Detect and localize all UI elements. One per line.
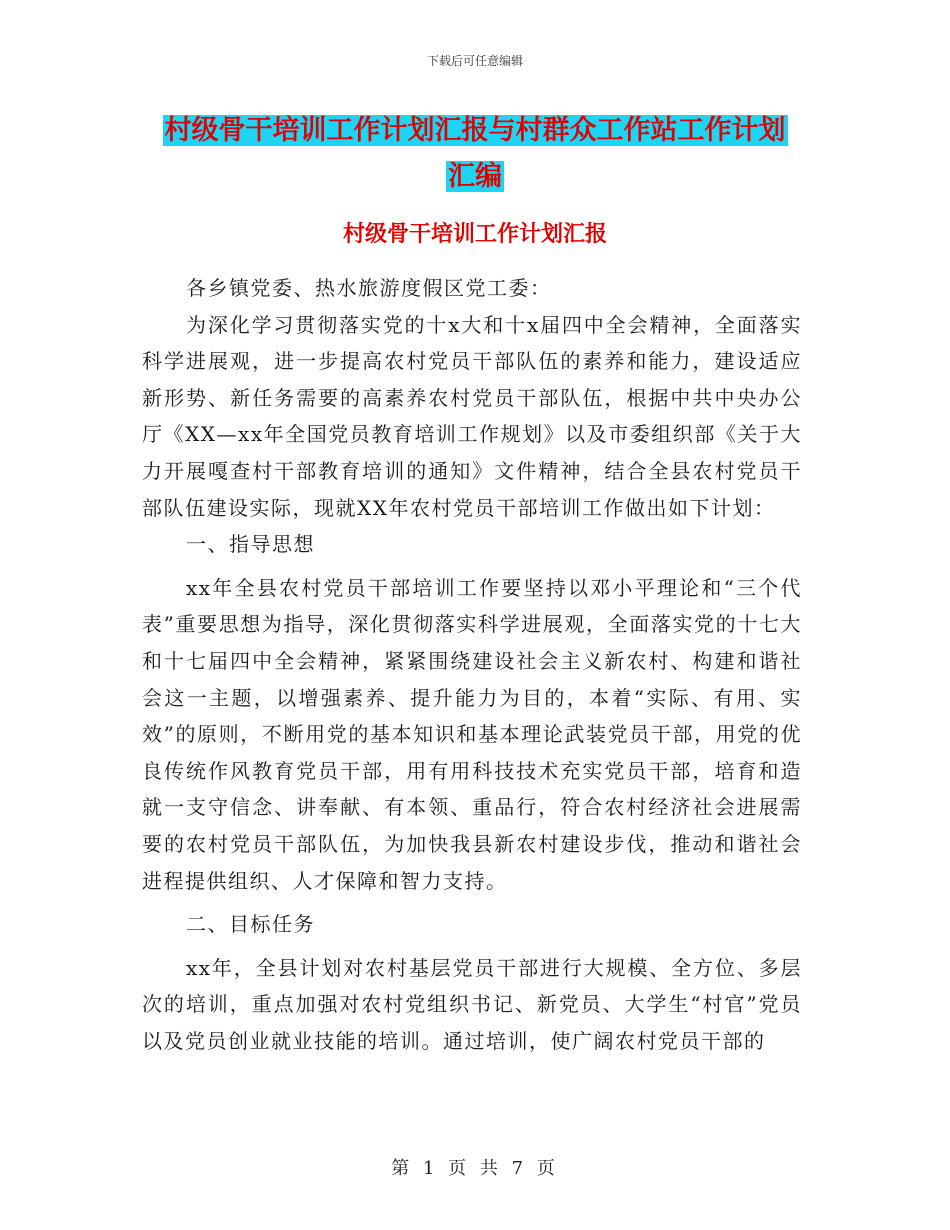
- section-title: 村级骨干培训工作计划汇报: [342, 222, 607, 247]
- goals-tasks-paragraph: xx年，全县计划对农村基层党员干部进行大规模、全方位、多层次的培训，重点加强对农村党组织书记、新党员、大学生“村官”党员以及党员创业就业技能的培训。通过培训，使广阔农村党员干部的: [142, 955, 802, 1053]
- document-title-line-2: 汇编: [448, 161, 502, 192]
- heading-goals-tasks: 二、目标任务: [186, 912, 315, 937]
- heading-guiding-thought: 一、指导思想: [186, 532, 315, 557]
- guiding-thought-paragraph: xx年全县农村党员干部培训工作要坚持以邓小平理论和“三个代表”重要思想为指导，深化贯彻落实科学进展观，全面落实党的十七大和十七届四中全会精神，紧紧围绕建设社会主义新农村、构建和谐社会这一主题，以增强素养、提升能力为目的，本着“实际、有用、实效”的原则，不断用党的基本知识和基本理论武装党员干部，用党的优良传统作风教育党员干部，用有用科技技术充实党员干部，培育和造就一支守信念、讲奉献、有本领、重品行，符合农村经济社会进展需要的农村党员干部队伍，为加快我县新农村建设步伐，推动和谐社会进程提供组织、人才保障和智力支持。: [142, 575, 802, 893]
- document-title: [130, 108, 820, 200]
- page-number: 第 1 页 共 7 页: [391, 1158, 559, 1179]
- document-title-line-1: 村级骨干培训工作计划汇报与村群众工作站工作计划: [164, 115, 786, 146]
- salutation-paragraph: 各乡镇党委、热水旅游度假区党工委：: [186, 276, 552, 300]
- intro-paragraph: 为深化学习贯彻落实党的十x大和十x届四中全会精神，全面落实科学进展观，进一步提高农村党员干部队伍的素养和能力，建设适应新形势、新任务需要的高素养农村党员干部队伍，根据中共中央办公厅《XX—xx年全国党员教育培训工作规划》以及市委组织部《关于大力开展嘎查村干部教育培训的通知》文件精神，结合全县农村党员干部队伍建设实际，现就XX年农村党员干部培训工作做出如下计划：: [142, 312, 802, 520]
- document-body: [142, 270, 802, 1059]
- page-header-note: 下载后可任意编辑: [426, 54, 523, 68]
